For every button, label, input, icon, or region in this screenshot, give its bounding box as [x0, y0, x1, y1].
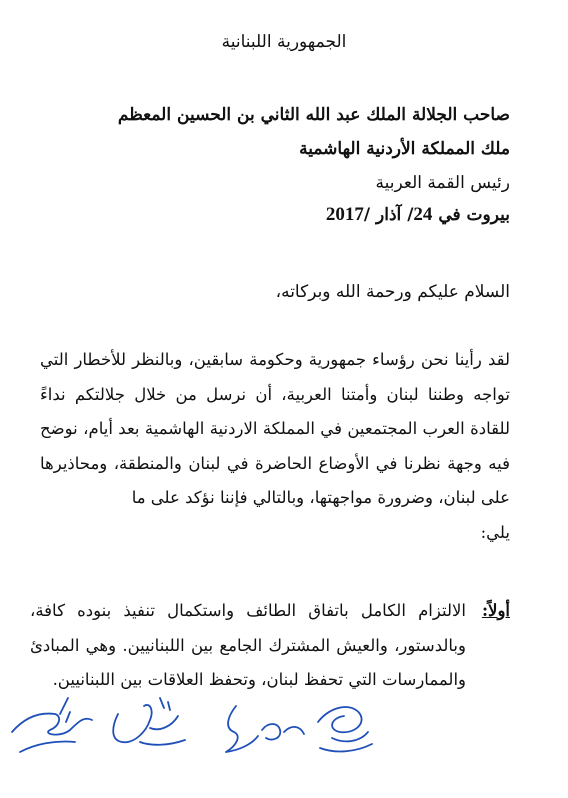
- item-text: الالتزام الكامل باتفاق الطائف واستكمال تنفيذ بنوده كافة، وبالدستور، والعيش المشترك الجامع بين اللبنانيين. وهي المبادئ والممارسات التي تحفظ لبنان، وتحفظ العلاقات بين اللبنانيين.: [30, 601, 466, 689]
- greeting: السلام عليكم ورحمة الله وبركاته،: [275, 282, 510, 302]
- date-day: 24: [413, 204, 433, 225]
- date-month: آذار: [376, 205, 402, 225]
- body-paragraph: [40, 343, 510, 550]
- addressee-block: [30, 98, 510, 200]
- addressee-line-3: رئيس القمة العربية: [375, 173, 510, 193]
- republic-title: الجمهورية اللبنانية: [221, 32, 347, 52]
- date-year: 2017: [325, 204, 364, 225]
- addressee-line-2: ملك المملكة الأردنية الهاشمية: [299, 139, 510, 159]
- signature-1: [12, 698, 92, 752]
- item-label: أولاً:: [481, 601, 510, 620]
- signature-2: [113, 698, 185, 745]
- letter-date: بيروت في 24/ آذار /2017: [325, 204, 510, 225]
- numbered-item: [30, 594, 510, 698]
- letterhead-title: [0, 32, 568, 52]
- addressee-line-1: صاحب الجلالة الملك عبد الله الثاني بن الحسين المعظم: [117, 105, 510, 125]
- signatures-drawing: [0, 692, 568, 782]
- signatures-area: [0, 692, 568, 782]
- paragraph-last-line: يلي:: [480, 522, 510, 542]
- date-prefix: بيروت في: [438, 205, 510, 225]
- paragraph-text: لقد رأينا نحن رؤساء جمهورية وحكومة سابقين، وبالنظر للأخطار التي تواجه وطننا لبنان وأمتنا العربية، أن نرسل من خلال جلالتكم نداءً للقادة العرب المجتمعين في المملكة الاردنية الهاشمية بعد أيام، نوضح فيه وجهة نظرنا في الأوضاع الحاضرة في لبنان والمنطقة، ومحاذيرها على لبنان، وضرورة مواجهتها، وبالتالي فإننا نؤكد على ما: [40, 350, 510, 507]
- signature-4: [318, 707, 372, 751]
- signature-3: [226, 706, 304, 752]
